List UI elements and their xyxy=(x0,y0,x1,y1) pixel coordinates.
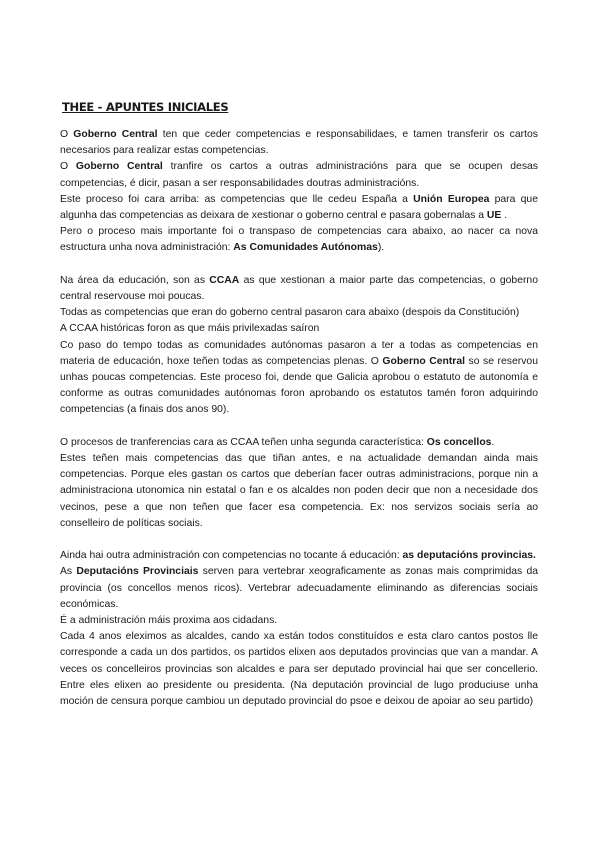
paragraph xyxy=(60,305,538,321)
paragraph xyxy=(60,629,538,710)
paragraph-text: O procesos de tranferencias cara as CCAA teñen unha segunda característica: xyxy=(60,436,427,448)
paragraph xyxy=(60,338,538,419)
bold-text: as deputacións provincias. xyxy=(402,550,536,562)
paragraph xyxy=(60,435,538,451)
paragraph-text: serven para vertebrar xeograficamente as zonas mais comprimidas da provincia (os concellos menos ricos). Vertebrar adecuadamente eliminando as diferencias sociais económicas. xyxy=(60,566,539,610)
paragraph-text: Este proceso foi cara arriba: as competencias que lle cedeu España a xyxy=(60,193,414,205)
paragraph-text: tranfire os cartos a outras administracións para que se ocupen desas competencias, é dicir, pasan a ser responsabilidades doutras administracións. xyxy=(60,161,538,189)
paragraph xyxy=(60,192,538,224)
paragraph-text: Ainda hai outra administración con competencias no tocante á educación: xyxy=(60,550,403,562)
paragraph-text: . xyxy=(491,436,495,448)
bold-text: Os concellos xyxy=(426,436,492,448)
paragraph xyxy=(60,321,538,337)
paragraph xyxy=(60,564,538,613)
paragraph-text: para que algunha das competencias as deixara de xestionar o goberno central e pasara gobernalas a xyxy=(60,193,538,222)
paragraph xyxy=(60,159,538,191)
paragraph-text: As xyxy=(60,566,77,578)
paragraph-spacer xyxy=(60,532,538,548)
paragraph xyxy=(60,548,538,564)
paragraph-text: ). xyxy=(377,242,385,254)
paragraph-text: Pero o proceso mais importante foi o transpaso de competencias cara abaixo, ao nacer ca nova estructura unha nova administración: xyxy=(60,226,538,254)
paragraph-spacer xyxy=(60,257,538,273)
bold-text: Deputacións Provinciais xyxy=(76,566,199,578)
bold-text: UE xyxy=(486,210,502,222)
paragraph-text: ten que ceder competencias e responsabilidaes, e tamen transferir os cartos necesarios para realizar estas competencias. xyxy=(60,129,538,157)
bold-text: CCAA xyxy=(209,274,240,286)
paragraph-text: . xyxy=(501,210,508,222)
paragraph xyxy=(60,127,538,159)
paragraph-spacer xyxy=(60,419,538,435)
bold-text: Goberno Central xyxy=(75,161,163,173)
paragraph xyxy=(60,273,538,305)
paragraph-text: Estes teñen mais competencias das que tiñan antes, e na actualidade demandan ainda mais competencias. Porque eles gastan os cartos que deberían facer outras administracions, porque nin a administraciona utonomica nin estatal o fan e os alcaldes non poden decir que non a necesidade dos vecinos, pese a que non teñen que facer esa competencia. Ex: nos servizos sociais sería ao conselleiro de políticas sociais. xyxy=(60,453,538,529)
paragraph-text: A CCAA históricas foron as que máis privilexadas saíron xyxy=(60,323,320,335)
bold-text: Goberno Central xyxy=(382,355,466,367)
paragraph-text: Todas as competencias que eran do goberno central pasaron cara abaixo (despois da Constitución) xyxy=(60,307,520,319)
paragraph-text: O xyxy=(60,161,76,173)
paragraph-text: Na área da educación, son as xyxy=(60,274,210,286)
paragraph-text: Co paso do tempo todas as comunidades autónomas pasaron a ter a todas as competencias en materia de educación, hoxe teñen todas as competencias plenas. O xyxy=(60,339,538,367)
paragraph-text: Cada 4 anos eleximos as alcaldes, cando xa están todos constituídos e esta claro cantos postos lle corresponde a cada un dos partidos, os partidos elixen aos deputados provincias que van a mandar. A veces os concelleiros provincias son alcaldes e para ser deputado provincial hai que ser concellerio. Entre eles elixen ao presidente ou presidenta. (Na deputación provincial de lugo produciuse unha moción de censura porque cambiou un deputado provincial do psoe e deixou de apoiar ao seu partido) xyxy=(60,631,538,708)
bold-text: Goberno Central xyxy=(73,129,158,140)
document-title: THEE - APUNTES INICIALES xyxy=(62,100,229,114)
paragraph xyxy=(60,613,538,629)
paragraph-text: O xyxy=(60,129,74,140)
bold-text: Unión Europea xyxy=(413,193,490,205)
bold-text: As Comunidades Autónomas xyxy=(233,242,378,254)
paragraph xyxy=(60,451,538,532)
document-body xyxy=(60,127,538,710)
paragraph-text: so se reservou unhas poucas competencias. Este proceso foi, dende que Galicia aprobou o estatuto de autonomía e conforme as outras comunidades autónomas foron aprobando os estatutos tamén foron adquirindo competencias (a finais dos anos 90). xyxy=(60,355,538,416)
paragraph-text: É a administración máis proxima aos cidadans. xyxy=(60,615,278,627)
paragraph xyxy=(60,224,538,256)
paragraph-text: as que xestionan a maior parte das competencias, o goberno central reservouse moi poucas. xyxy=(60,274,538,303)
